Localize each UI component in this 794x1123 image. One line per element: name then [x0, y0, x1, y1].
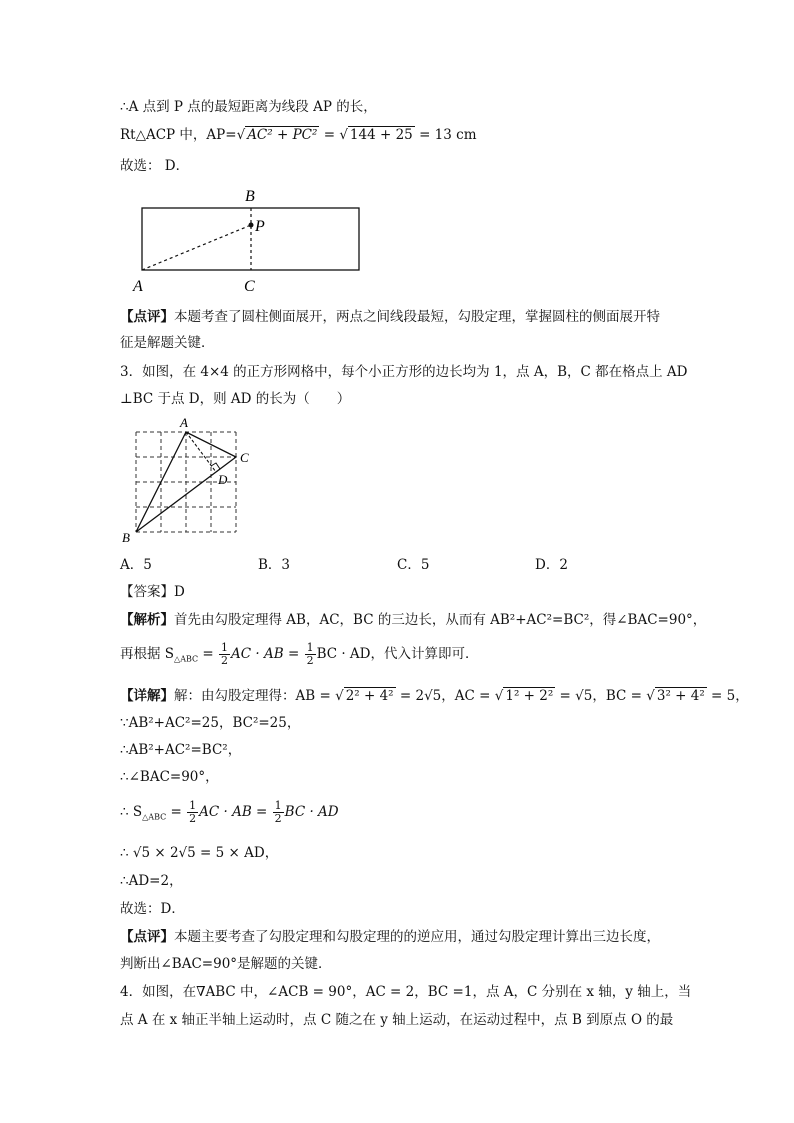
text-line-1: ∴A 点到 P 点的最短距离为线段 AP 的长， — [120, 99, 377, 115]
comment-2-text: 本题主要考查了勾股定理和勾股定理的的逆应用，通过勾股定理计算出三边长度， — [174, 929, 660, 945]
detail-line-3: ∴AB²+AC²=BC²， — [120, 742, 242, 758]
detail-area-label: ∴ S — [120, 804, 143, 820]
option-b: B．3 — [258, 557, 291, 573]
fraction-half: $\frac{1}{2}$ — [306, 641, 314, 667]
question-4-line-1: 4．如图，在∇ABC 中，∠ACB = 90°，AC = 2，BC =1，点 A，C 分别在 x 轴，y 轴上，当 — [120, 984, 692, 1000]
question-3-line-1: 3．如图，在 4×4 的正方形网格中，每个小正方形的边长均为 1，点 A，B，C 都在格点上 AD — [120, 364, 688, 380]
comment-2-line-2: 判断出∠BAC=90°是解题的关键． — [120, 956, 332, 972]
formula-ap-eq: = — [323, 127, 336, 143]
detail-line-5 — [120, 798, 339, 826]
detail-bc-result: = 5， — [706, 688, 749, 704]
comment-1-line-1 — [120, 308, 660, 326]
figure1-point-p — [249, 223, 254, 228]
figure-cylinder-unfold — [130, 180, 380, 298]
question-3-line-2: ⊥BC 于点 D，则 AD 的长为（ ） — [120, 391, 351, 407]
analysis-line-2 — [120, 640, 479, 668]
detail-line-6: ∴ √5 × 2√5 = 5 × AD， — [120, 845, 279, 861]
figure2-label-a: A — [180, 415, 188, 430]
detail-tag: 【详解】 — [120, 688, 174, 704]
figure2-label-c: C — [240, 450, 249, 465]
analysis-tag: 【解析】 — [120, 612, 174, 628]
detail-eq: = — [166, 804, 187, 820]
analysis-text: 首先由勾股定理得 AB，AC，BC 的三边长，从而有 AB²+AC²=BC²，得∠BAC=90°， — [174, 612, 707, 628]
comment-2-line-1 — [120, 928, 660, 946]
analysis-bc-ad: BC · AD，代入计算即可． — [316, 646, 479, 662]
comment-1-text: 本题考查了圆柱侧面展开，两点之间线段最短，勾股定理，掌握圆柱的侧面展开特 — [174, 309, 660, 325]
comment-1-line-2: 征是解题关键． — [120, 335, 215, 351]
analysis-line-1 — [120, 611, 706, 629]
comment-2-tag: 【点评】 — [120, 929, 174, 945]
formula-ap-prefix: Rt△ACP 中，AP= — [120, 127, 237, 143]
detail-line-8: 故选：D． — [120, 901, 185, 917]
fraction-half: $\frac{1}{2}$ — [189, 799, 197, 825]
detail-line-7: ∴AD=2， — [120, 873, 183, 889]
analysis-area-sub: △ABC — [174, 654, 199, 664]
figure2-label-b: B — [122, 530, 130, 545]
formula-ap-sqrt1: AC² + PC² — [247, 127, 318, 143]
text-choose-d-1: 故选： D． — [120, 158, 190, 174]
option-c: C．5 — [397, 557, 430, 573]
figure2-label-d: D — [218, 472, 228, 487]
detail-ab-sqrt: 2² + 4² — [345, 688, 394, 704]
analysis-area-label: 再根据 S — [120, 646, 175, 662]
figure1-line-ap — [142, 225, 251, 270]
detail-bc-sqrt: 3² + 4² — [656, 688, 705, 704]
fraction-half: $\frac{1}{2}$ — [274, 799, 282, 825]
comment-1-tag: 【点评】 — [120, 309, 174, 325]
figure-grid-triangle — [118, 414, 258, 546]
analysis-eq: = — [198, 646, 219, 662]
analysis-ac-ab: AC · AB = — [231, 646, 304, 662]
option-d: D．2 — [535, 557, 568, 573]
detail-bc-ad: BC · AD — [284, 804, 339, 820]
option-a: A．5 — [120, 557, 152, 573]
detail-ac-result: = √5，BC = — [555, 688, 647, 704]
detail-line-1: 【详解】解：由勾股定理得：AB = √ 2² + 4² = 2√5，AC = √ 1² + 2² = √5，BC = √ 3² + 4² = 5， — [120, 688, 749, 704]
fraction-half: $\frac{1}{2}$ — [221, 641, 229, 667]
formula-ap-result: = 13 cm — [419, 127, 477, 143]
detail-ab-prefix: 解：由勾股定理得：AB = — [174, 688, 336, 704]
detail-ab-result: = 2√5，AC = — [395, 688, 495, 704]
figure1-label-p: P — [255, 218, 265, 235]
detail-ac-sqrt: 1² + 2² — [505, 688, 554, 704]
answer-line: 【答案】D — [120, 584, 185, 600]
detail-line-4: ∴∠BAC=90°， — [120, 769, 219, 785]
figure1-label-a: A — [133, 278, 143, 295]
detail-area-sub: △ABC — [142, 812, 167, 822]
formula-ap: Rt△ACP 中，AP=√ AC² + PC² = √ 144 + 25 = 13 cm — [120, 127, 477, 143]
figure1-label-b: B — [245, 188, 255, 205]
question-4-line-2: 点 A 在 x 轴正半轴上运动时，点 C 随之在 y 轴上运动，在运动过程中，点 B 到原点 O 的最 — [120, 1012, 674, 1028]
detail-line-2: ∵AB²+AC²=25，BC²=25， — [120, 715, 301, 731]
detail-ac-ab: AC · AB = — [199, 804, 272, 820]
formula-ap-sqrt2: 144 + 25 — [349, 127, 413, 143]
figure1-label-c: C — [244, 278, 255, 295]
